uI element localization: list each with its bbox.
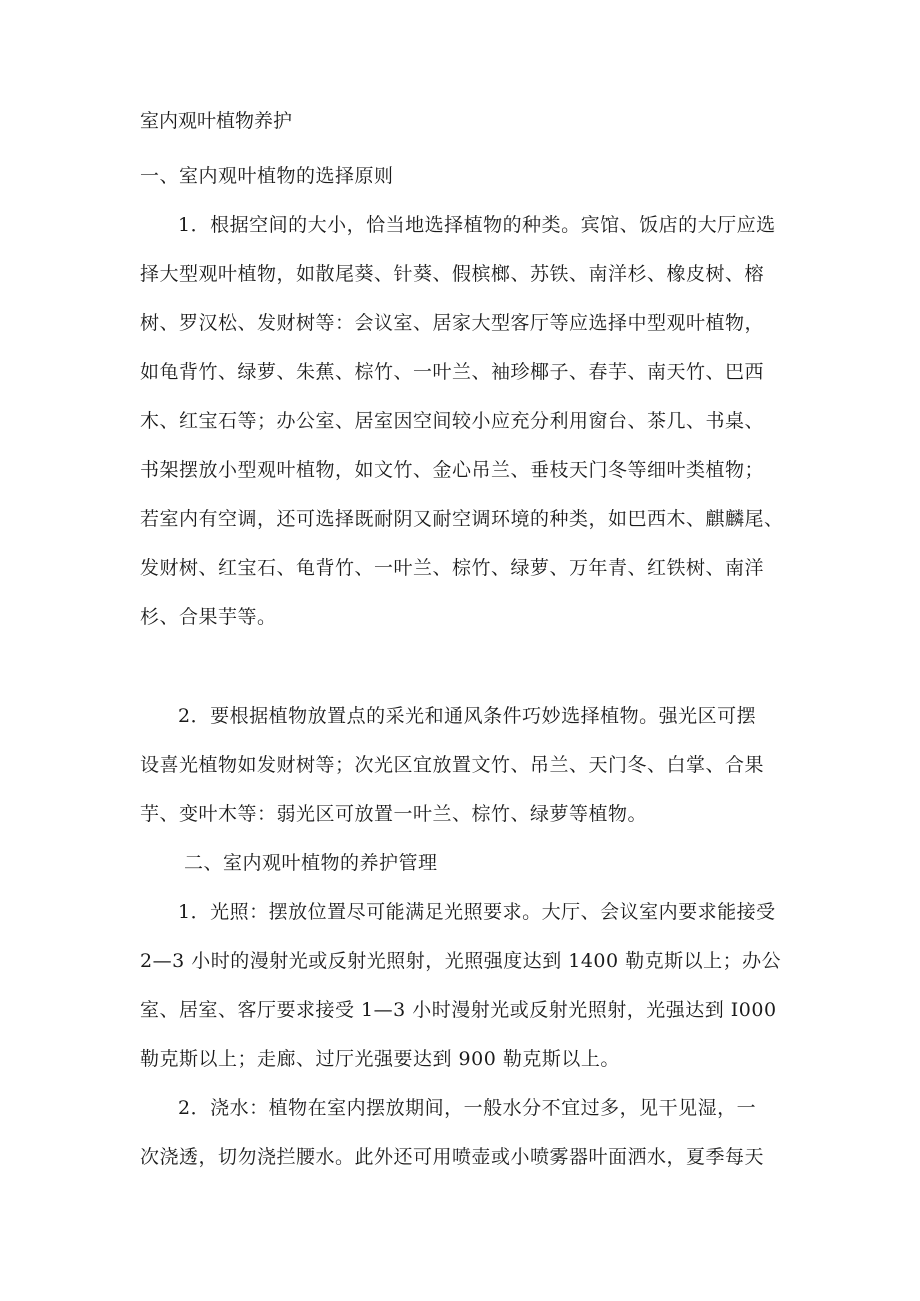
paragraph-2 (140, 703, 790, 828)
paragraph-line: 1．根据空间的大小，恰当地选择植物的种类。宾馆、饭店的大厅应选 (178, 214, 776, 236)
paragraph-spacer (140, 877, 790, 899)
paragraph-line: 次浇透，切勿浇拦腰水。此外还可用喷壶或小喷雾器叶面洒水，夏季每天 (140, 1146, 765, 1168)
paragraph-line: 如龟背竹、绿萝、朱蕉、棕竹、一叶兰、袖珍椰子、春芋、南天竹、巴西 (140, 361, 765, 383)
paragraph-1 (140, 212, 790, 631)
document-title: 室内观叶植物养护 (140, 110, 293, 132)
paragraph-line: 木、红宝石等；办公室、居室因空间较小应充分利用窗台、茶几、书桌、 (140, 410, 765, 432)
paragraph-line: 择大型观叶植物，如散尾葵、针葵、假槟榔、苏铁、南洋杉、橡皮树、榕 (140, 263, 765, 285)
paragraph-line: 树、罗汉松、发财树等：会议室、居家大型客厅等应选择中型观叶植物， (140, 312, 765, 334)
paragraph-3 (140, 899, 790, 1073)
paragraph-line: 发财树、红宝石、龟背竹、一叶兰、棕竹、绿萝、万年青、红铁树、南洋 (140, 557, 765, 579)
section-heading-2: 二、室内观叶植物的养护管理 (184, 852, 438, 874)
paragraph-line: 若室内有空调，还可选择既耐阴又耐空调环境的种类，如巴西木、麒麟尾、 (140, 508, 784, 530)
paragraph-line: 杉、合果芋等。 (140, 606, 277, 628)
paragraph-line: 2—3 小时的漫射光或反射光照射，光照强度达到 1400 勒克斯以上；办公 (140, 950, 782, 972)
paragraph-line: 2．浇水：植物在室内摆放期间，一般水分不宜过多，见干见湿，一 (178, 1097, 757, 1119)
paragraph-line: 室、居室、客厅要求接受 1—3 小时漫射光或反射光照射，光强达到 I000 (140, 999, 777, 1021)
paragraph-line: 勒克斯以上；走廊、过厅光强要达到 900 勒克斯以上。 (140, 1048, 620, 1070)
paragraph-spacer (140, 828, 790, 850)
paragraph-line: 芋、变叶木等：弱光区可放置一叶兰、棕竹、绿萝等植物。 (140, 803, 648, 825)
section-heading-1: 一、室内观叶植物的选择原则 (140, 165, 394, 187)
paragraph-line: 书架摆放小型观叶植物，如文竹、金心吊兰、垂枝天门冬等细叶类植物； (140, 459, 765, 481)
document-body (140, 108, 790, 1171)
paragraph-spacer (140, 1073, 790, 1095)
paragraph-spacer (140, 631, 790, 703)
paragraph-line: 1．光照：摆放位置尽可能满足光照要求。大厅、会议室内要求能接受 (178, 901, 776, 923)
paragraph-line: 设喜光植物如发财树等；次光区宜放置文竹、吊兰、天门冬、白掌、合果 (140, 754, 765, 776)
paragraph-4 (140, 1095, 790, 1171)
paragraph-line: 2．要根据植物放置点的采光和通风条件巧妙选择植物。强光区可摆 (178, 705, 757, 727)
